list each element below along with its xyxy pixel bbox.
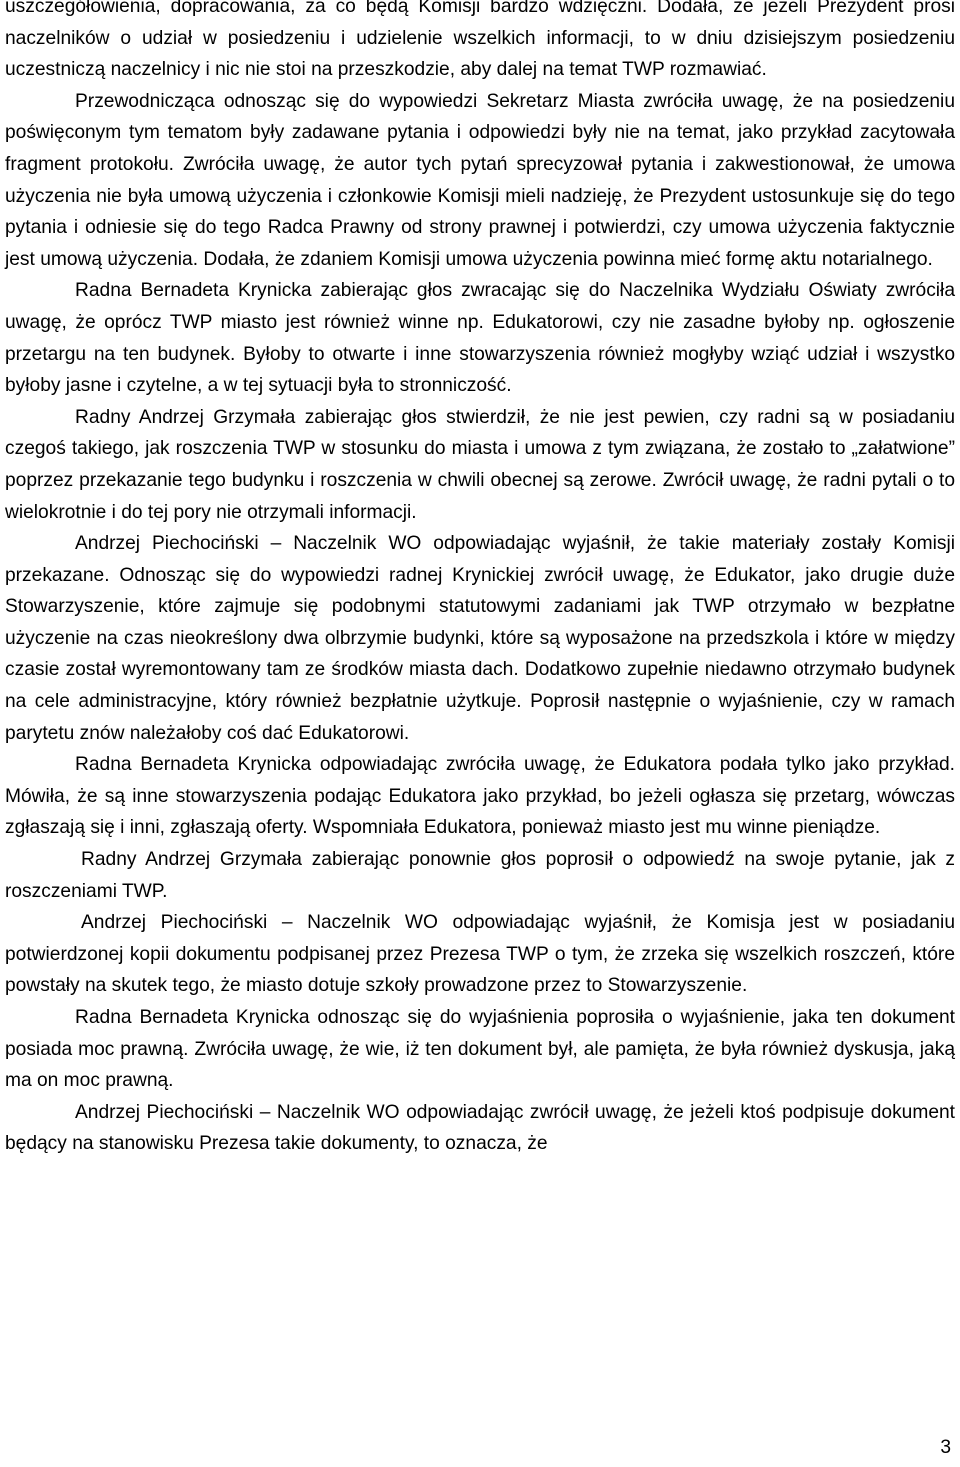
paragraph-krynicka-3: Radna Bernadeta Krynicka odnosząc się do wyjaśnienia poprosiła o wyjaśnienie, jaka ten dokument posiada moc prawną. Zwróciła uwagę, że wie, iż ten dokument był, ale pamięta, że była również dyskusja, jaką ma on moc prawną. — [5, 1007, 955, 1092]
paragraph-przewodniczaca: Przewodnicząca odnosząc się do wypowiedzi Sekretarz Miasta zwróciła uwagę, że na posiedzeniu poświęconym tym tematom były zadawane pytania i odpowiedzi były nie na temat, jako przykład zacytowała fragment protokołu. Zwróciła uwagę, że autor tych pytań sprecyzował pytania i zakwestionował, że umowa użyczenia nie była umową użyczenia i członkowie Komisji mieli nadzieję, że Prezydent ustosunkuje się do tego pytania i odniesie się do tego Radca Prawny od strony prawnej i potwierdzi, czy umowa użyczenia faktycznie jest umową użyczenia. Dodała, że zdaniem Komisji umowa użyczenia powinna mieć formę aktu notarialnego. — [5, 90, 955, 270]
document-body — [5, 0, 955, 1160]
page-number: 3 — [940, 1437, 951, 1458]
paragraph-piechocinski-2: Andrzej Piechociński – Naczelnik WO odpowiadając wyjaśnił, że Komisja jest w posiadaniu potwierdzonej kopii dokumentu podpisanej przez Prezesa TWP o tym, że zrzeka się wszelkich roszczeń, które powstały na skutek tego, że miasto dotuje szkoły prowadzone przez to Stowarzyszenie. — [5, 912, 955, 997]
paragraph-grzymala-2: Radny Andrzej Grzymała zabierając ponownie głos poprosił o odpowiedź na swoje pytanie, jak z roszczeniami TWP. — [5, 849, 955, 902]
paragraph-krynicka-2: Radna Bernadeta Krynicka odpowiadając zwróciła uwagę, że Edukatora podała tylko jako przykład. Mówiła, że są inne stowarzyszenia podając Edukatora jako przykład, bo jeżeli ogłasza się przetarg, wówczas zgłaszają się i inni, zgłaszają oferty. Wspomniała Edukatora, ponieważ miasto jest mu winne pieniądze. — [5, 754, 955, 839]
paragraph-grzymala-1: Radny Andrzej Grzymała zabierając głos stwierdził, że nie jest pewien, czy radni są w posiadaniu czegoś takiego, jak roszczenia TWP w stosunku do miasta i umowa z tym związana, że zostało to „załatwione” poprzez przekazanie tego budynku i roszczenia w chwili obecnej są zerowe. Zwrócił uwagę, że radni pytali o to wielokrotnie i do tej pory nie otrzymali informacji. — [5, 406, 955, 523]
paragraph-piechocinski-3: Andrzej Piechociński – Naczelnik WO odpowiadając zwrócił uwagę, że jeżeli ktoś podpisuje dokument będący na stanowisku Prezesa takie dokumenty, to oznacza, że — [5, 1101, 955, 1155]
paragraph-krynicka-1: Radna Bernadeta Krynicka zabierając głos zwracając się do Naczelnika Wydziału Oświaty zwróciła uwagę, że oprócz TWP miasto jest również winne np. Edukatorowi, czy nie zasadne byłoby np. ogłoszenie przetargu na ten budynek. Byłoby to otwarte i inne stowarzyszenia również mogłyby wziąć udział i wszystko byłoby jasne i czytelne, a w tej sytuacji była to stronniczość. — [5, 280, 955, 397]
paragraph-piechocinski-1: Andrzej Piechociński – Naczelnik WO odpowiadając wyjaśnił, że takie materiały zostały Komisji przekazane. Odnosząc się do wypowiedzi radnej Krynickiej zwrócił uwagę, że Edukator, jako drugie duże Stowarzyszenie, które zajmuje się podobnymi statutowymi zadaniami jak TWP otrzymało w bezpłatne użyczenie na czas nieokreślony dwa olbrzymie budynki, które są wyposażone na przedszkola i które w między czasie został wyremontowany tam ze środków miasta dach. Dodatkowo zupełnie niedawno otrzymało budynek na cele administracyjne, który również bezpłatnie użytkuje. Poprosił następnie o wyjaśnienie, czy w ramach parytetu znów należałoby coś dać Edukatorowi. — [5, 533, 955, 744]
paragraph-continuation: uszczegółowienia, dopracowania, za co będą Komisji bardzo wdzięczni. Dodała, że jeżeli Prezydent prosi naczelników o udział w posiedzeniu i udzielenie wszelkich informacji, to w dniu dzisiejszym posiedzeniu uczestniczą naczelnicy i nic nie stoi na przeszkodzie, aby dalej na temat TWP rozmawiać. — [5, 0, 955, 81]
